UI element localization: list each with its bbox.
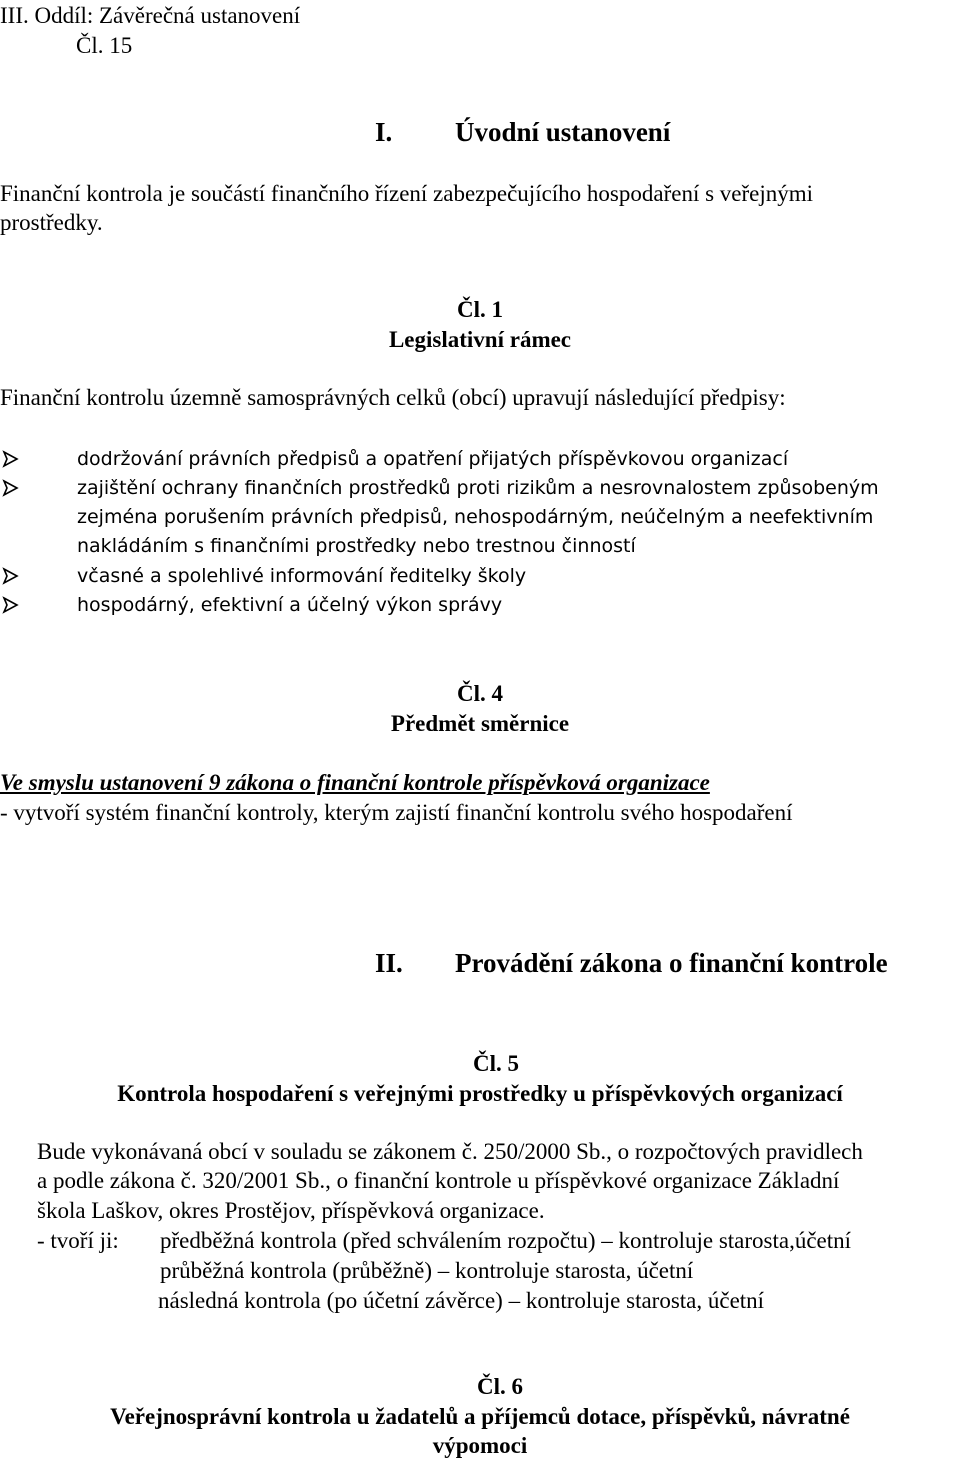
article-15-heading: Čl. 15 [76,33,133,58]
arrowhead-bullet-icon [2,479,20,497]
article-6-heading: Čl. 6 [477,1374,523,1399]
arrowhead-bullet-icon [2,450,20,468]
article-4-heading: Čl. 4 [457,681,503,706]
bullet-item: zajištění ochrany finančních prostředků proti rizikům a nesrovnalostem způsobeným [77,477,879,499]
article-6-title-line-1: Veřejnosprávní kontrola u žadatelů a příjemců dotace, příspěvků, návratné [110,1404,850,1429]
section-2-number: II. [375,948,403,978]
bullet-item: hospodárný, efektivní a účelný výkon správy [77,594,503,616]
section-1-paragraph-line-1: Finanční kontrola je součástí finančního řízení zabezpečujícího hospodaření s veřejnými [0,181,814,206]
control-type-item: průběžná kontrola (průběžně) – kontroluje starosta, účetní [160,1258,694,1283]
article-5-text-line: Bude vykonávaná obcí v souladu se zákonem č. 250/2000 Sb., o rozpočtových pravidlech [37,1139,863,1164]
article-1-intro: Finanční kontrolu územně samosprávných celků (obcí) upravují následující předpisy: [0,385,786,410]
arrowhead-bullet-icon [2,596,20,614]
control-type-item: předběžná kontrola (před schválením rozpočtu) – kontroluje starosta,účetní [160,1228,852,1253]
bullet-item: dodržování právních předpisů a opatření přijatých příspěvkovou organizací [77,448,789,470]
bullet-item: včasné a spolehlivé informování ředitelky školy [77,565,527,587]
article-4-text: - vytvoří systém finanční kontroly, kterým zajistí finanční kontrolu svého hospodaření [0,800,793,825]
article-4-statement: Ve smyslu ustanovení 9 zákona o finanční kontrole příspěvková organizace [0,770,710,795]
article-1-heading: Čl. 1 [457,297,503,322]
article-5-heading: Čl. 5 [473,1051,519,1076]
article-1-title: Legislativní rámec [388,327,572,352]
arrowhead-bullet-icon [2,567,20,585]
control-type-item: následná kontrola (po účetní závěrce) – kontroluje starosta, účetní [158,1288,765,1313]
article-6-title-line-2: výpomoci [432,1433,528,1458]
article-5-title: Kontrola hospodaření s veřejnými prostředky u příspěvkových organizací [117,1081,843,1106]
part-title: III. Oddíl: Závěrečná ustanovení [0,3,301,28]
tvori-ji-label: - tvoří ji: [37,1228,119,1253]
section-2-title: Provádění zákona o finanční kontrole [455,948,888,978]
section-1-paragraph-line-2: prostředky. [0,210,103,235]
section-1-title: Úvodní ustanovení [455,117,671,147]
section-1-number: I. [375,117,393,147]
bullet-item-continuation: nakládáním s finančními prostředky nebo trestnou činností [77,535,636,557]
article-4-title: Předmět směrnice [390,711,570,736]
article-5-text-line: a podle zákona č. 320/2001 Sb., o finanční kontrole u příspěvkové organizace Základní [37,1168,840,1193]
article-5-text-line: škola Laškov, okres Prostějov, příspěvková organizace. [37,1198,545,1223]
bullet-item-continuation: zejména porušením právních předpisů, nehospodárným, neúčelným a neefektivním [77,506,874,528]
